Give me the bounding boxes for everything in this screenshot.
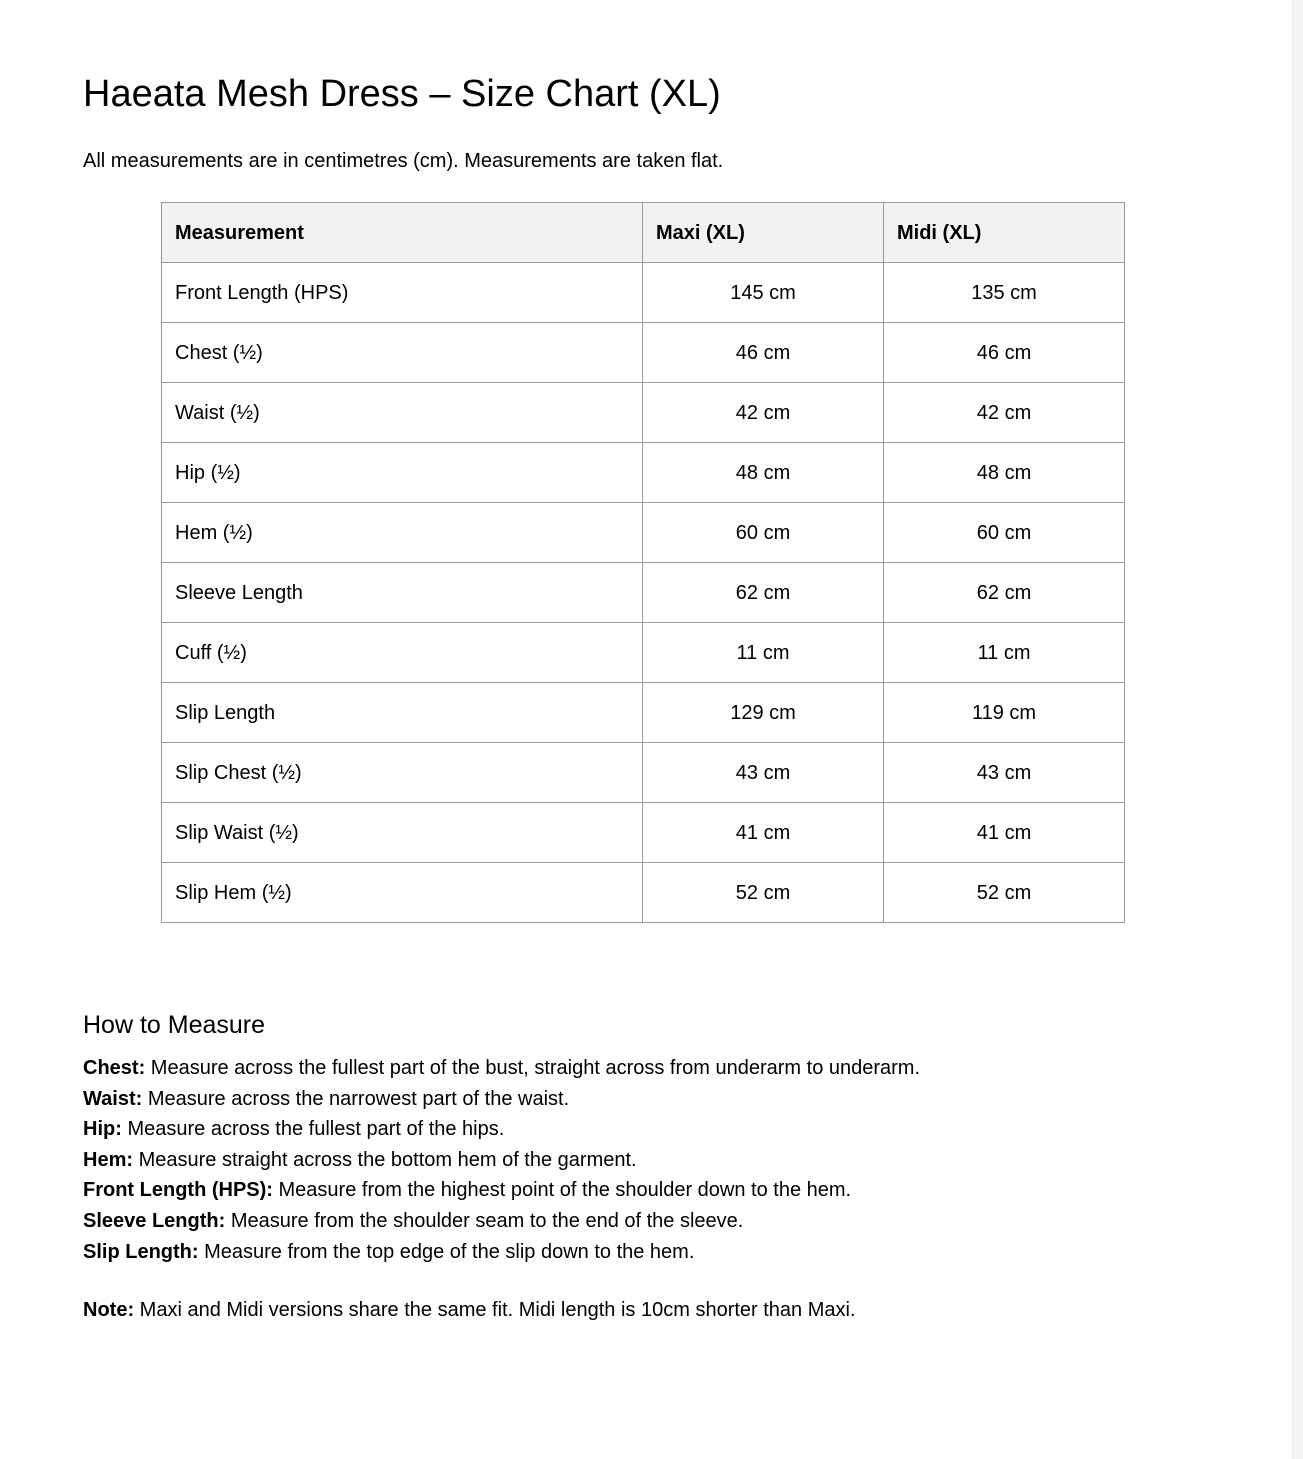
how-to-measure-heading: How to Measure <box>83 1011 266 1039</box>
measure-description: Measure straight across the bottom hem of the garment. <box>133 1148 637 1171</box>
list-item <box>83 1206 920 1237</box>
midi-value: 135 cm <box>884 263 1125 323</box>
measure-description: Measure from the top edge of the slip down to the hem. <box>198 1240 695 1263</box>
measure-description: Measure across the narrowest part of the waist. <box>142 1087 570 1110</box>
measurement-label: Front Length (HPS) <box>162 263 643 323</box>
maxi-value: 43 cm <box>643 743 884 803</box>
table-row <box>162 503 1125 563</box>
measurement-label: Waist (½) <box>162 383 643 443</box>
list-item <box>83 1114 920 1145</box>
table-header-row <box>162 203 1125 263</box>
table-row <box>162 683 1125 743</box>
midi-value: 62 cm <box>884 563 1125 623</box>
measure-term: Hip: <box>83 1118 122 1141</box>
midi-value: 42 cm <box>884 383 1125 443</box>
measurement-label: Slip Length <box>162 683 643 743</box>
maxi-value: 60 cm <box>643 503 884 563</box>
measurement-label: Slip Hem (½) <box>162 863 643 923</box>
table-row <box>162 743 1125 803</box>
note-term: Note: <box>83 1299 135 1321</box>
header-measurement: Measurement <box>162 203 643 263</box>
table-row <box>162 563 1125 623</box>
midi-value: 60 cm <box>884 503 1125 563</box>
maxi-value: 46 cm <box>643 323 884 383</box>
page-title: Haeata Mesh Dress – Size Chart (XL) <box>83 73 721 115</box>
list-item <box>83 1237 920 1268</box>
measure-term: Front Length (HPS): <box>83 1179 273 1202</box>
table-row <box>162 443 1125 503</box>
maxi-value: 41 cm <box>643 803 884 863</box>
measure-description: Measure across the fullest part of the hips. <box>121 1118 505 1141</box>
midi-value: 11 cm <box>884 623 1125 683</box>
midi-value: 119 cm <box>884 683 1125 743</box>
maxi-value: 48 cm <box>643 443 884 503</box>
measure-description: Measure across the fullest part of the bust, straight across from underarm to underarm. <box>145 1057 921 1079</box>
measurement-label: Chest (½) <box>162 323 643 383</box>
measurement-label: Hem (½) <box>162 503 643 563</box>
list-item <box>83 1084 920 1115</box>
header-midi: Midi (XL) <box>884 203 1125 263</box>
measure-term: Chest: <box>83 1057 146 1079</box>
table-row <box>162 383 1125 443</box>
table-row <box>162 863 1125 923</box>
note-text <box>83 1297 856 1323</box>
list-item <box>83 1145 920 1176</box>
intro-text: All measurements are in centimetres (cm). Measurements are taken flat. <box>83 150 724 172</box>
header-maxi: Maxi (XL) <box>643 203 884 263</box>
measure-term: Slip Length: <box>83 1240 199 1263</box>
table-row <box>162 263 1125 323</box>
maxi-value: 52 cm <box>643 863 884 923</box>
table-row <box>162 803 1125 863</box>
measure-term: Sleeve Length: <box>83 1209 226 1232</box>
maxi-value: 129 cm <box>643 683 884 743</box>
note-description: Maxi and Midi versions share the same fit. Midi length is 10cm shorter than Maxi. <box>134 1299 856 1321</box>
measurement-label: Sleeve Length <box>162 563 643 623</box>
measurement-label: Cuff (½) <box>162 623 643 683</box>
maxi-value: 62 cm <box>643 563 884 623</box>
list-item <box>83 1053 920 1084</box>
size-chart-table <box>161 202 1125 923</box>
midi-value: 52 cm <box>884 863 1125 923</box>
table-row <box>162 323 1125 383</box>
list-item <box>83 1175 920 1206</box>
midi-value: 46 cm <box>884 323 1125 383</box>
midi-value: 48 cm <box>884 443 1125 503</box>
how-to-measure-list <box>83 1053 920 1267</box>
table-row <box>162 623 1125 683</box>
measure-description: Measure from the shoulder seam to the end of the sleeve. <box>225 1209 744 1232</box>
maxi-value: 11 cm <box>643 623 884 683</box>
measurement-label: Slip Chest (½) <box>162 743 643 803</box>
maxi-value: 42 cm <box>643 383 884 443</box>
midi-value: 43 cm <box>884 743 1125 803</box>
maxi-value: 145 cm <box>643 263 884 323</box>
measurement-label: Slip Waist (½) <box>162 803 643 863</box>
measure-term: Waist: <box>83 1087 143 1110</box>
measurement-label: Hip (½) <box>162 443 643 503</box>
measure-description: Measure from the highest point of the shoulder down to the hem. <box>272 1179 852 1202</box>
midi-value: 41 cm <box>884 803 1125 863</box>
measure-term: Hem: <box>83 1148 134 1171</box>
page-edge <box>1292 0 1303 1459</box>
